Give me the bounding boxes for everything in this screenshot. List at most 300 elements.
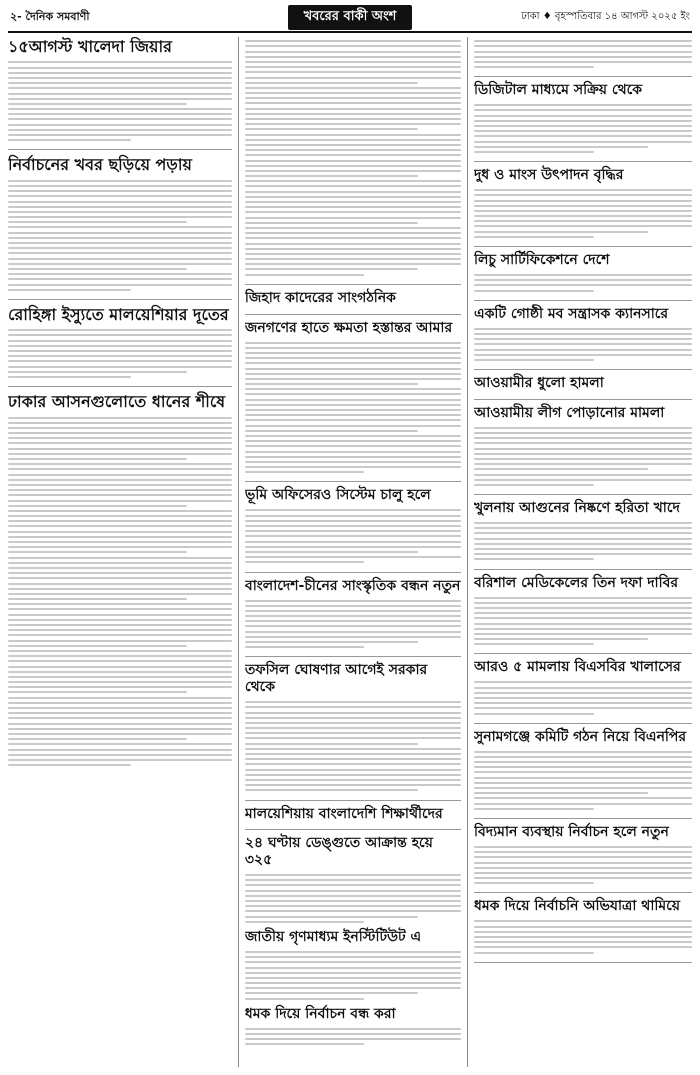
text-line (245, 217, 461, 219)
text-line (474, 766, 692, 768)
text-line (245, 466, 461, 468)
text-line (245, 884, 461, 886)
story-headline[interactable]: জিহাদ কাদেরের সাংগঠনিক (244, 289, 396, 306)
text-line (474, 633, 692, 635)
story-headline[interactable]: ধমক দিয়ে নির্বাচনি অভিযাত্রা থামিয়ে (473, 898, 681, 915)
text-line (474, 777, 692, 779)
text-line (8, 108, 232, 110)
text-line (474, 215, 692, 217)
text-line (8, 242, 232, 244)
news-story (474, 375, 692, 394)
text-line (245, 77, 461, 79)
text-line (245, 87, 461, 89)
story-headline[interactable]: সুনামগঞ্জে কমিটি গঠন নিয়ে বিএনপির (473, 728, 687, 745)
news-story (245, 1006, 461, 1049)
text-line (245, 998, 364, 1000)
story-headline[interactable]: ধমক দিয়ে নির্বাচন বন্ধ করা (244, 1005, 396, 1022)
text-line (8, 510, 232, 512)
story-headline[interactable]: আরও ৫ মামলায় বিএসবির খালাসের (473, 659, 681, 676)
text-line (8, 237, 232, 239)
text-line (8, 289, 131, 291)
text-line (245, 748, 461, 750)
text-line (245, 712, 461, 714)
text-line (8, 764, 131, 766)
text-line (245, 139, 461, 141)
text-line (8, 376, 131, 378)
text-line (8, 345, 232, 347)
text-line (245, 641, 418, 643)
text-line (245, 556, 461, 558)
text-line (245, 144, 461, 146)
text-line (245, 451, 461, 453)
text-line (8, 759, 232, 761)
text-line (245, 515, 461, 517)
text-line (245, 404, 461, 406)
text-line (474, 623, 692, 625)
text-line (8, 360, 232, 362)
text-line (245, 362, 461, 364)
news-story (245, 929, 461, 1003)
text-line (474, 343, 692, 345)
text-line (8, 536, 232, 538)
story-body-text (474, 424, 692, 489)
text-line (474, 872, 692, 874)
text-line (8, 505, 187, 507)
text-line (245, 987, 461, 989)
text-line (245, 605, 461, 607)
text-line (245, 525, 461, 527)
story-headline[interactable]: জনগণের হাতে ক্ষমতা হস্তান্তর আমার (244, 319, 453, 336)
story-headline[interactable]: ভূমি অফিসেরও সিস্টেম চালু হলে (244, 487, 431, 504)
text-line (474, 846, 692, 848)
story-separator (8, 299, 232, 300)
text-line (474, 558, 594, 560)
story-separator (245, 829, 461, 830)
text-line (8, 124, 232, 126)
text-line (8, 593, 232, 595)
news-story (245, 320, 461, 477)
news-story (474, 500, 692, 563)
text-line (8, 350, 232, 352)
text-line (8, 686, 232, 688)
text-line (474, 926, 692, 928)
text-line (8, 329, 232, 331)
text-line (245, 201, 461, 203)
text-line (245, 123, 461, 125)
story-headline[interactable]: মালয়েশিয়ায় বাংলাদেশি শিক্ষার্থীদের (244, 805, 443, 822)
text-line (245, 879, 461, 881)
text-line (245, 967, 461, 969)
text-line (474, 468, 648, 470)
text-line (474, 707, 692, 709)
text-line (474, 617, 692, 619)
text-line (8, 355, 232, 357)
story-body-text (474, 325, 692, 365)
news-story (245, 578, 461, 652)
story-headline[interactable]: জাতীয় গৃণমাধ্যম ইনস্টিটিউট এ (244, 928, 422, 945)
text-line (245, 368, 461, 370)
text-line (245, 419, 461, 421)
text-line (245, 274, 364, 276)
text-line (474, 458, 692, 460)
text-line (8, 273, 232, 275)
text-line (8, 546, 232, 548)
text-line (245, 646, 364, 648)
story-body-text (245, 338, 461, 476)
text-line (8, 87, 232, 89)
text-line (8, 551, 187, 553)
text-line (474, 279, 692, 281)
story-headline[interactable]: বিদ্যমান ব্যবস্থায় নির্বাচন হলে নতুন (473, 823, 669, 840)
text-line (8, 463, 232, 465)
news-story (8, 37, 232, 144)
story-headline[interactable]: খুলনায় আগুনের নিষ্কণে হরিতা খাদে (473, 500, 680, 517)
text-line (474, 231, 648, 233)
text-line (474, 51, 692, 53)
text-line (8, 180, 232, 182)
text-line (245, 71, 461, 73)
text-line (245, 551, 418, 553)
text-line (474, 638, 648, 640)
text-line (474, 141, 692, 143)
text-line (474, 463, 692, 465)
text-line (8, 468, 232, 470)
text-line (8, 190, 232, 192)
text-line (474, 522, 692, 524)
text-line (8, 738, 187, 740)
story-body-text (474, 271, 692, 295)
story-separator (8, 386, 232, 387)
story-headline[interactable]: বাংলাদেশ-চীনের সাংস্কৃতিক বন্ধন নতুন (244, 577, 461, 594)
text-line (8, 258, 232, 260)
text-line (8, 103, 187, 105)
story-headline[interactable]: বরিশাল মেডিকেলের তিন দফা দাবির (473, 574, 679, 591)
text-line (245, 789, 418, 791)
text-line (474, 597, 692, 599)
text-line (474, 115, 692, 117)
story-headline[interactable]: নির্বাচনের খবর ছড়িয়ে পড়ায় (8, 155, 192, 175)
text-line (8, 484, 232, 486)
news-story (474, 729, 692, 813)
text-line (8, 650, 232, 652)
text-line (474, 442, 692, 444)
text-line (245, 1043, 364, 1045)
text-line (245, 232, 461, 234)
text-line (8, 185, 232, 187)
text-line (8, 723, 232, 725)
text-line (245, 113, 461, 115)
text-line (474, 453, 692, 455)
text-line (8, 489, 232, 491)
text-line (474, 359, 594, 361)
news-story (474, 306, 692, 364)
page-number-label: ২- দৈনিক সমবাণী (10, 9, 90, 23)
story-headline[interactable]: ১৫আগস্ট খালেদা জিয়ার (8, 37, 172, 56)
text-line (474, 867, 692, 869)
news-story (474, 575, 692, 649)
text-line (245, 425, 461, 427)
story-headline[interactable]: তফসিল ঘোষণার আগেই সরকার থেকে (244, 662, 428, 696)
text-line (8, 366, 232, 368)
text-line (474, 751, 692, 753)
text-line (474, 527, 692, 529)
text-line (8, 221, 187, 223)
text-line (8, 417, 232, 419)
text-line (8, 61, 232, 63)
story-body-text (474, 101, 692, 156)
story-headline[interactable]: ঢাকার আসনগুলোতে ধানের শীষে (8, 392, 226, 412)
story-separator (8, 149, 232, 150)
text-line (245, 758, 461, 760)
text-line (245, 779, 461, 781)
text-line (245, 471, 364, 473)
news-story (474, 167, 692, 241)
column-middle (245, 37, 461, 1067)
text-line (245, 227, 461, 229)
text-line (245, 921, 364, 923)
text-line (245, 992, 418, 994)
text-line (8, 216, 232, 218)
text-line (474, 146, 648, 148)
text-line (8, 567, 232, 569)
text-line (474, 56, 692, 58)
text-line (245, 561, 364, 563)
text-line (245, 191, 461, 193)
text-line (245, 66, 461, 68)
text-line (474, 437, 692, 439)
text-line (474, 66, 594, 68)
story-separator (474, 369, 692, 370)
text-line (8, 268, 187, 270)
text-line (474, 432, 692, 434)
text-line (474, 936, 692, 938)
text-line (8, 340, 232, 342)
text-line (245, 430, 418, 432)
story-separator (474, 723, 692, 724)
text-line (245, 717, 461, 719)
text-line (474, 220, 692, 222)
text-line (245, 722, 461, 724)
story-body-text (245, 871, 461, 926)
text-line (8, 134, 232, 136)
text-line (8, 232, 232, 234)
text-line (245, 237, 461, 239)
page-header (8, 6, 692, 28)
text-line (245, 546, 461, 548)
text-line (8, 474, 232, 476)
text-line (474, 130, 692, 132)
text-line (8, 655, 232, 657)
news-story (245, 806, 461, 825)
text-line (8, 572, 232, 574)
text-line (8, 448, 232, 450)
text-line (8, 614, 232, 616)
story-headline[interactable]: দুধ ও মাংস উৎপাদন বৃদ্ধির (473, 167, 624, 184)
text-line (8, 195, 232, 197)
text-line (245, 600, 461, 602)
text-line (474, 61, 692, 63)
text-line (474, 109, 692, 111)
column-right (474, 37, 692, 1067)
text-line (8, 645, 187, 647)
text-line (474, 862, 692, 864)
text-line (8, 624, 232, 626)
text-line (245, 134, 461, 136)
text-line (245, 535, 461, 537)
news-story (474, 898, 692, 956)
text-line (245, 732, 461, 734)
text-line (8, 500, 232, 502)
story-body-text (245, 698, 461, 795)
story-headline[interactable]: একটি গোষ্ঠী মব সন্ত্রাসক ক্যানসারে (473, 305, 669, 322)
text-line (8, 749, 232, 751)
text-line (474, 946, 692, 948)
text-line (245, 520, 461, 522)
text-line (474, 151, 594, 153)
story-body-text (474, 917, 692, 957)
text-line (474, 210, 692, 212)
text-line (245, 1028, 461, 1030)
text-line (474, 538, 692, 540)
story-body-text (245, 506, 461, 566)
story-headline[interactable]: ২৪ ঘণ্টায় ডেঙ্গুতে আক্রান্ত হয়ে ৩২৫ (244, 835, 433, 869)
text-line (245, 347, 461, 349)
text-line (474, 104, 692, 106)
text-line (474, 45, 692, 47)
story-headline[interactable]: ডিজিটাল মাধ্যমে সক্রিয় থেকে (473, 82, 643, 99)
text-line (245, 961, 461, 963)
text-line (245, 910, 461, 912)
text-line (245, 972, 461, 974)
news-story (474, 37, 692, 71)
news-story (8, 155, 232, 294)
text-line (8, 754, 232, 756)
text-line (474, 189, 692, 191)
text-line (245, 956, 461, 958)
story-separator (245, 572, 461, 573)
text-line (8, 334, 232, 336)
text-line (245, 222, 418, 224)
news-story (8, 392, 232, 769)
text-line (474, 952, 594, 954)
text-line (8, 603, 232, 605)
news-story (474, 405, 692, 489)
text-line (474, 274, 692, 276)
text-line (245, 541, 461, 543)
story-body-text (474, 186, 692, 241)
text-line (8, 422, 232, 424)
text-line (474, 782, 692, 784)
text-line (245, 82, 418, 84)
text-line (245, 701, 461, 703)
text-line (8, 577, 232, 579)
text-line (8, 479, 232, 481)
story-headline[interactable]: রোহিঙ্গা ইস্যুতে মালয়েশিয়ার দূতের (8, 304, 229, 324)
section-title: খবরের বাকী অংশ (288, 5, 413, 30)
text-line (245, 388, 461, 390)
text-line (8, 583, 232, 585)
text-line (8, 608, 232, 610)
text-line (474, 771, 692, 773)
story-separator (474, 300, 692, 301)
text-line (8, 531, 232, 533)
story-body-text (474, 519, 692, 564)
text-line (8, 98, 232, 100)
text-line (245, 342, 461, 344)
text-line (245, 982, 461, 984)
text-line (245, 414, 461, 416)
text-line (8, 442, 232, 444)
text-line (245, 352, 461, 354)
text-line (245, 769, 461, 771)
text-line (474, 205, 692, 207)
text-line (245, 185, 461, 187)
text-line (245, 56, 461, 58)
text-line (8, 666, 232, 668)
text-line (245, 636, 461, 638)
story-headline[interactable]: লিচু সার্টিফিকেশনে দেশে (473, 252, 610, 269)
text-line (8, 247, 232, 249)
text-line (8, 598, 187, 600)
text-line (474, 713, 594, 715)
text-line (8, 634, 232, 636)
text-line (245, 253, 461, 255)
news-story (245, 487, 461, 566)
text-line (474, 236, 594, 238)
text-line (8, 541, 232, 543)
text-line (245, 399, 461, 401)
text-line (245, 51, 461, 53)
text-line (245, 615, 461, 617)
story-body-text (474, 678, 692, 718)
news-story (474, 659, 692, 717)
text-line (245, 40, 461, 42)
text-line (245, 753, 461, 755)
text-line (474, 702, 692, 704)
text-line (474, 808, 594, 810)
text-line (245, 774, 461, 776)
issue-date: ঢাকা ♦ বৃহস্পতিবার ১৪ আগস্ট ২০২৫ ইং (521, 10, 690, 22)
text-line (8, 619, 232, 621)
text-line (474, 607, 692, 609)
text-line (8, 691, 187, 693)
text-line (8, 562, 232, 564)
story-separator (245, 481, 461, 482)
text-line (8, 733, 232, 735)
news-story (245, 290, 461, 309)
story-body-text (245, 948, 461, 1003)
text-line (474, 687, 692, 689)
news-story (8, 305, 232, 381)
text-line (8, 211, 232, 213)
story-headline[interactable]: আওয়ামীর ধুলো হামলা (473, 375, 604, 392)
text-line (245, 784, 461, 786)
news-story (245, 835, 461, 926)
text-line (8, 717, 232, 719)
text-line (245, 951, 461, 953)
text-line (8, 453, 232, 455)
story-headline[interactable]: আওয়ামীয় লীগ পোড়ানোর মামলা (473, 404, 665, 421)
text-line (245, 45, 461, 47)
text-line (245, 196, 461, 198)
text-line (245, 435, 461, 437)
text-line (8, 676, 232, 678)
text-line (8, 252, 232, 254)
text-line (474, 920, 692, 922)
story-body-text (245, 1025, 461, 1049)
text-line (245, 378, 461, 380)
story-body-text (474, 593, 692, 648)
